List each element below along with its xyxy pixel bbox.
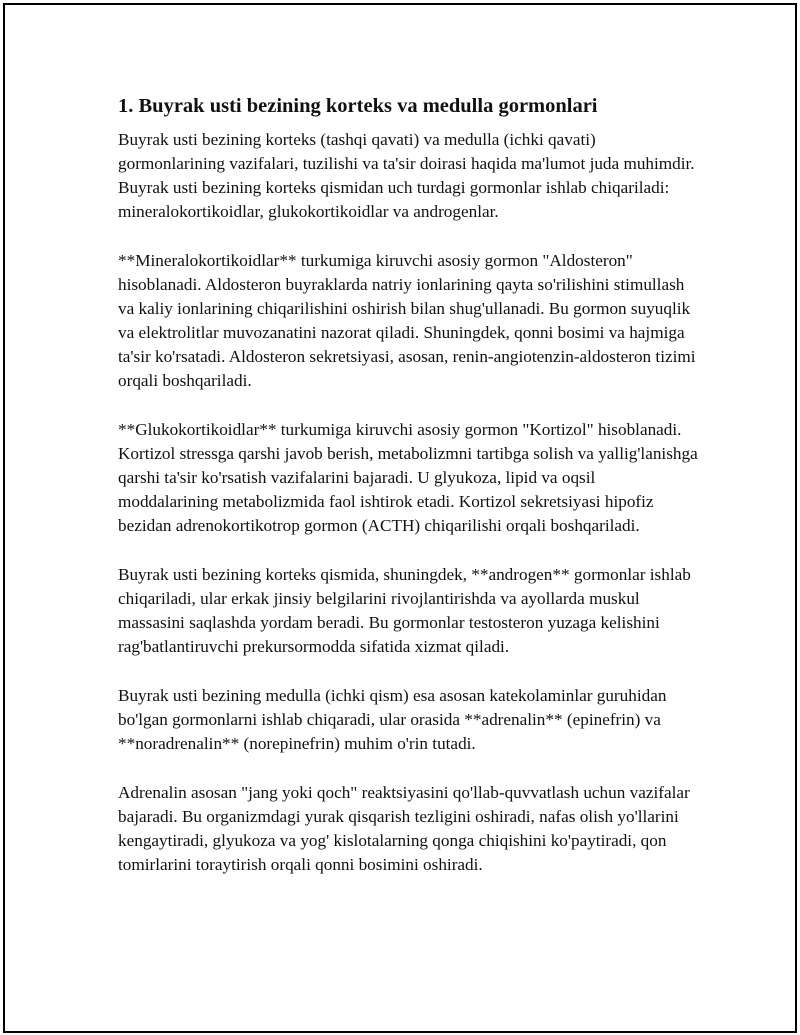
paragraph-androgens: Buyrak usti bezining korteks qismida, shuningdek, **androgen** gormonlar ishlab chiqariladi, ular erkak jinsiy belgilarini rivojlantirishda va ayollarda muskul massasini saqlashda yordam beradi. Bu gormonlar testosteron yuzaga kelishini rag'batlantiruvchi prekursormodda sifatida xizmat qiladi. (118, 564, 691, 657)
paragraph-glucocorticoids: **Glukokortikoidlar** turkumiga kiruvchi asosiy gormon "Kortizol" hisoblanadi. Kortizol stressga qarshi javob berish, metabolizmni tartibga solish va yallig'lanishga qarshi ta'sir ko'rsatish vazifalarini bajaradi. U glyukoza, lipid va oqsil moddalarining metabolizmida faol ishtirok etadi. Kortizol sekretsiyasi hipofiz bezidan adrenokortikotrop gormon (ACTH) chiqarilishi orqali boshqariladi. (118, 419, 698, 536)
paragraph-mineralocorticoids: **Mineralokortikoidlar** turkumiga kiruvchi asosiy gormon "Aldosteron" hisoblanadi. Aldosteron buyraklarda natriy ionlarining qayta so'rilishini stimullash va kaliy ionlarining chiqarilishini oshirish bilan shug'ullanadi. Bu gormon suyuqlik va elektrolitlar muvozanatini nazorat qiladi. Shuningdek, qonni bosimi va hajmiga ta'sir ko'rsatadi. Aldosteron sekretsiyasi, asosan, renin-angiotenzin-aldosteron tizimi orqali boshqariladi. (118, 250, 696, 391)
document-body (118, 92, 698, 901)
document-title: 1. Buyrak usti bezining korteks va medulla gormonlari (118, 95, 598, 117)
paragraph-intro: Buyrak usti bezining korteks (tashqi qavati) va medulla (ichki qavati) gormonlarining vazifalari, tuzilishi va ta'sir doirasi haqida ma'lumot juda muhimdir. Buyrak usti bezining korteks qismidan uch turdagi gormonlar ishlab chiqariladi: mineralokortikoidlar, glukokortikoidlar va androgenlar. (118, 130, 695, 222)
paragraph-adrenalin: Adrenalin asosan "jang yoki qoch" reaktsiyasini qo'llab-quvvatlash uchun vazifalar bajaradi. Bu organizmdagi yurak qisqarish tezligini oshiradi, nafas olish yo'llarini kengaytiradi, glyukoza va yog' kislotalarning qonga chiqishini ko'paytiradi, qon tomirlarini toraytirish orqali qonni bosimini oshiradi. (118, 782, 690, 874)
paragraph-medulla: Buyrak usti bezining medulla (ichki qism) esa asosan katekolaminlar guruhidan bo'lgan gormonlarni ishlab chiqaradi, ular orasida **adrenalin** (epinefrin) va **noradrenalin** (norepinefrin) muhim o'rin tutadi. (118, 685, 667, 753)
